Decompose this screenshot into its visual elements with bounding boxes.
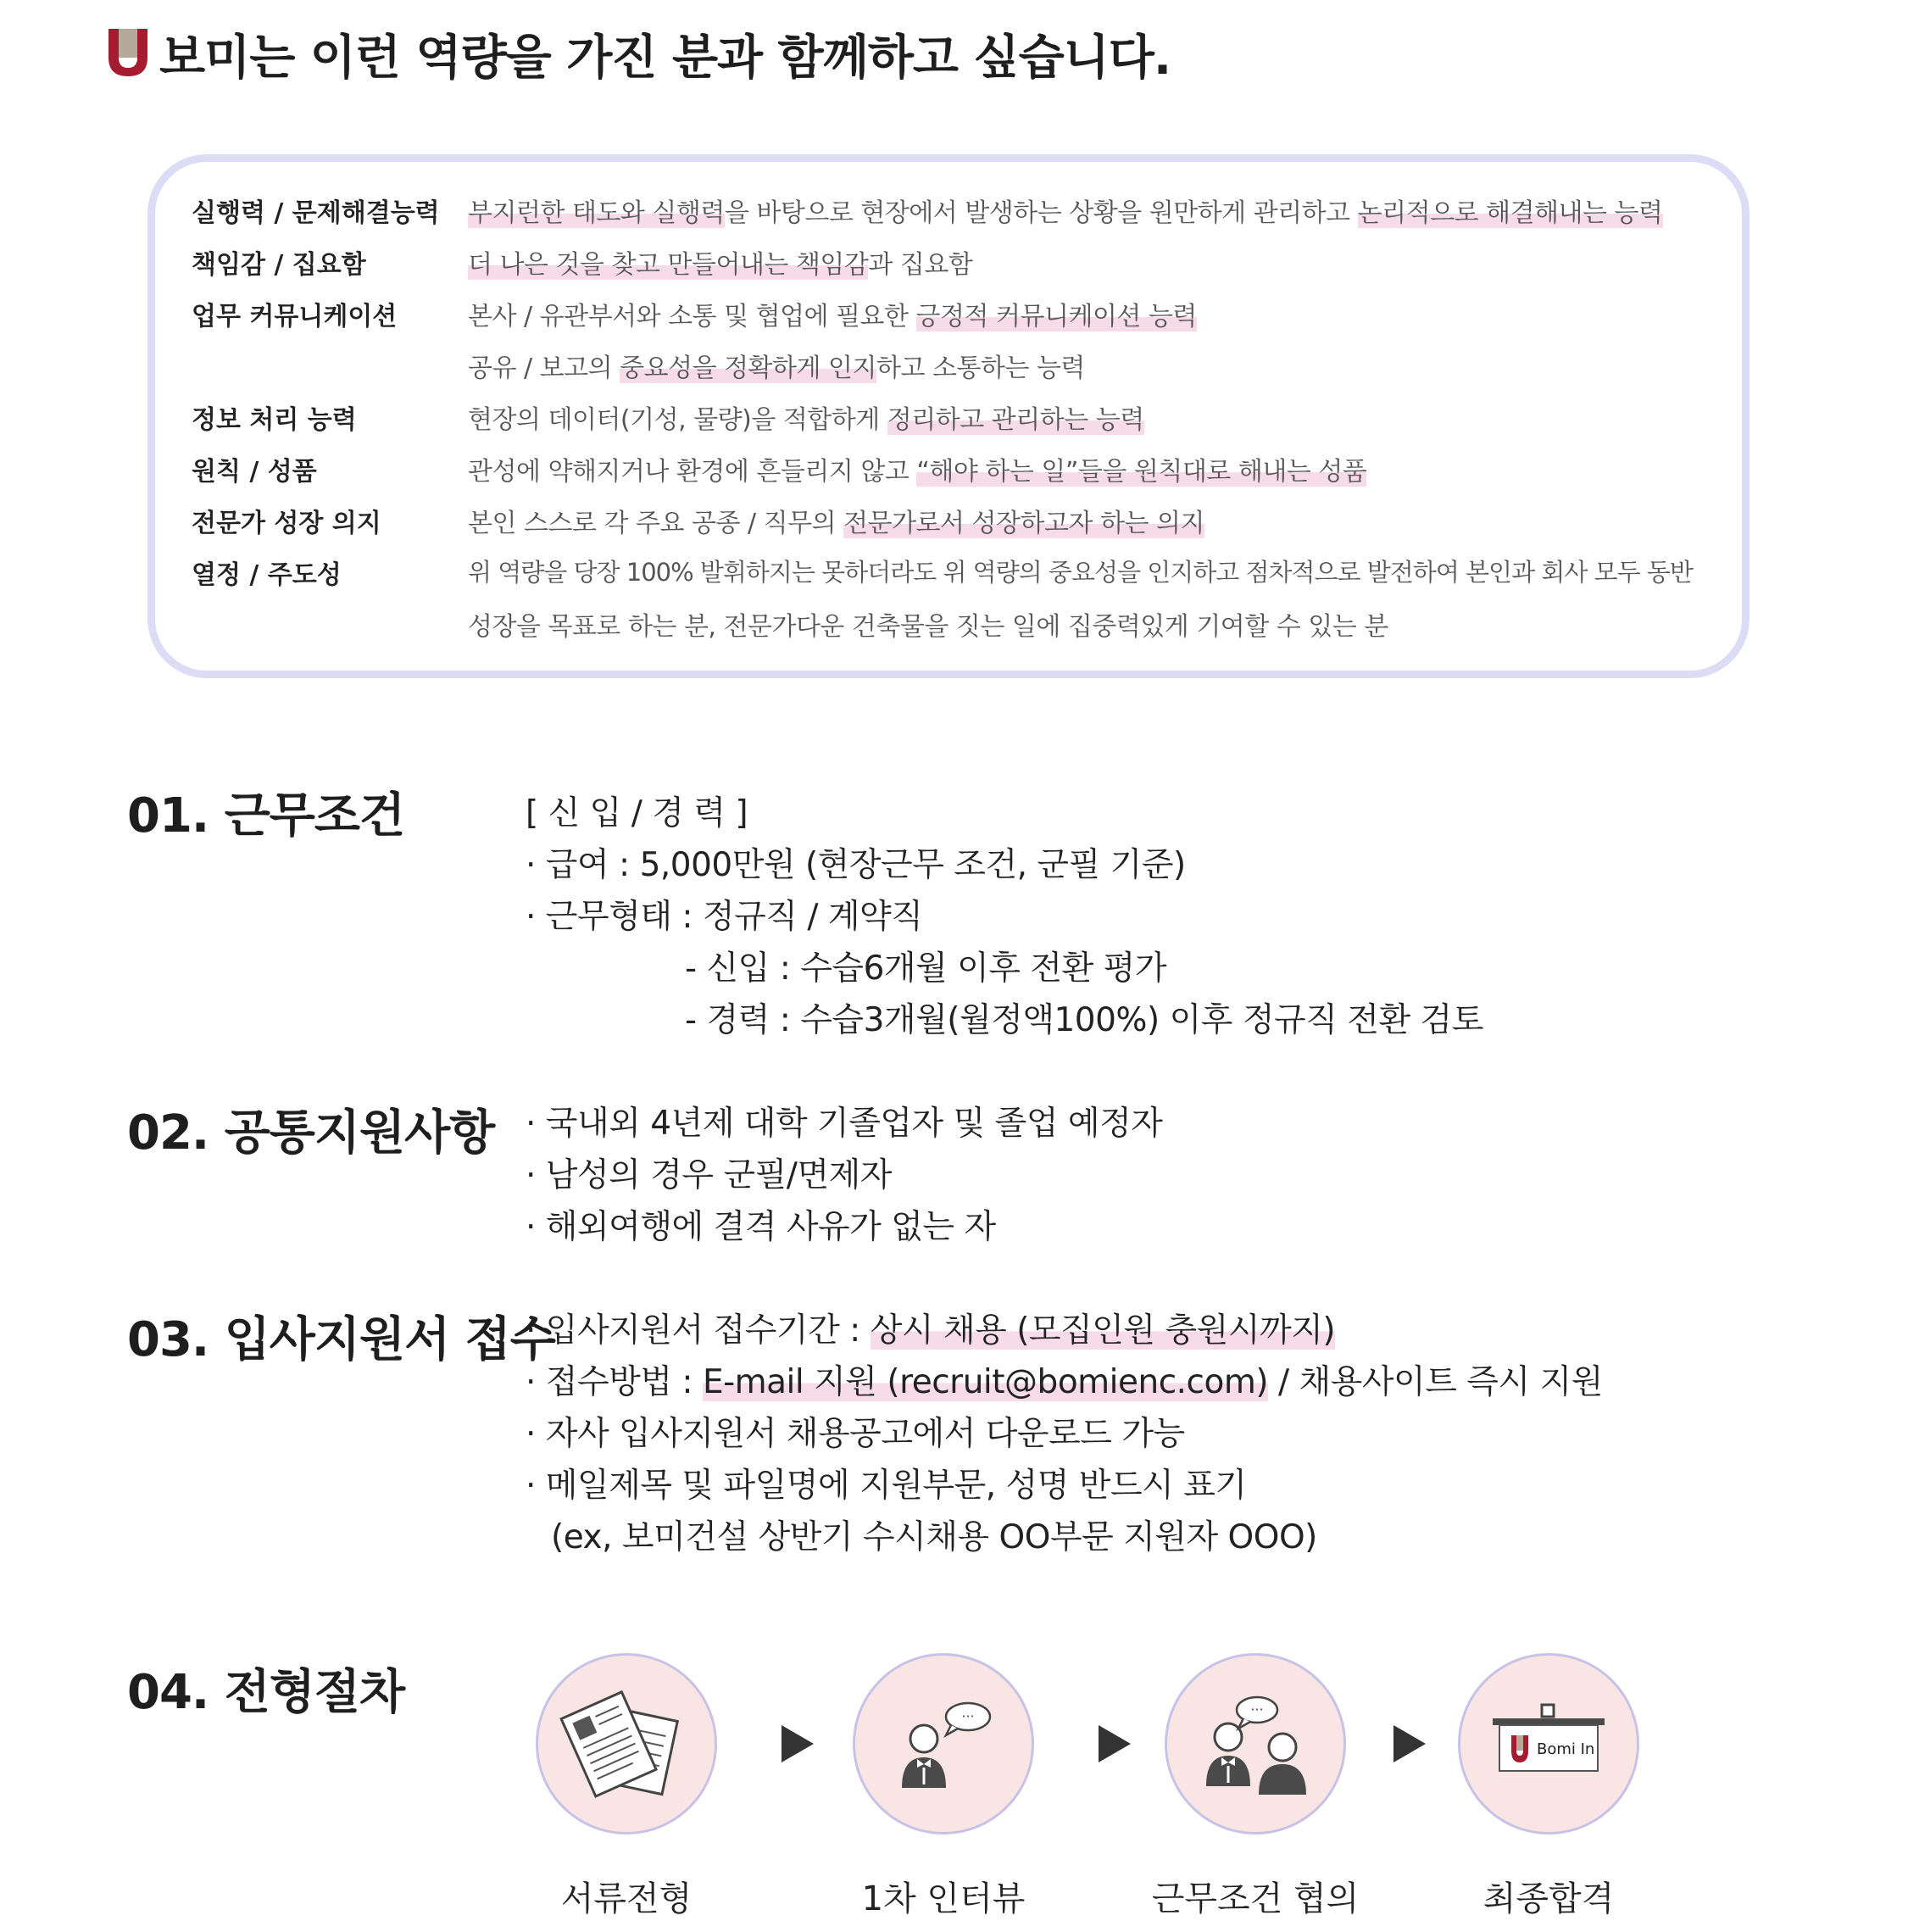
requirement-line: · 해외여행에 결격 사유가 없는 자: [526, 1208, 996, 1246]
step-label: 1차 인터뷰: [861, 1879, 1026, 1918]
application-line: (ex, 보미건설 상반기 수시채용 OO부문 지원자 OOO): [551, 1518, 1317, 1556]
application-method-line: · 접수방법 : E-mail 지원 (recruit@bomienc.com) / 채용사이트 즉시 지원: [526, 1363, 1603, 1401]
work-condition-line: - 경력 : 수습3개월(월정액100%) 이후 정규직 전환 검토: [685, 1001, 1483, 1039]
step-circle-negotiation: [1165, 1653, 1346, 1835]
application-line: · 자사 입사지원서 채용공고에서 다운로드 가능: [526, 1415, 1185, 1453]
step-circle-interview: [853, 1653, 1034, 1835]
email-link[interactable]: E-mail 지원 (recruit@bomienc.com): [702, 1363, 1269, 1401]
competency-label: 원칙 / 성품: [192, 457, 317, 487]
application-period-line: · 입사지원서 접수기간 : 상시 채용 (모집인원 충원시까지): [526, 1311, 1336, 1350]
competency-label: 전문가 성장 의지: [192, 509, 381, 538]
company-sign-icon: [1481, 1684, 1616, 1803]
step-circle-final: [1458, 1653, 1639, 1835]
step-label: 서류전형: [560, 1879, 693, 1918]
page-title: 보미는 이런 역량을 가진 분과 함께하고 싶습니다.: [159, 31, 1171, 86]
documents-icon: [559, 1684, 694, 1803]
work-condition-line: · 급여 : 5,000만원 (현장근무 조건, 군필 기준): [526, 846, 1186, 884]
work-condition-line: - 신입 : 수습6개월 이후 전환 평가: [685, 949, 1166, 988]
competency-label: 실행력 / 문제해결능력: [192, 198, 440, 228]
step-label: 근무조건 협의: [1151, 1879, 1360, 1918]
section-title-process: 04. 전형절차: [127, 1665, 405, 1720]
requirement-line: · 남성의 경우 군필/면제자: [526, 1156, 892, 1194]
arrow-right-icon: [1393, 1725, 1426, 1762]
svg-text:···: ···: [961, 1708, 975, 1724]
competency-desc: 더 나은 것을 찾고 만들어내는 책임감과 집요함: [468, 250, 973, 280]
interview-person-icon: [880, 1684, 1007, 1803]
competency-desc: 관성에 약해지거나 환경에 흔들리지 않고 “해야 하는 일”들을 원칙대로 해내는 성품: [468, 457, 1367, 487]
section-title-application: 03. 입사지원서 접수: [127, 1312, 555, 1367]
application-line: · 메일제목 및 파일명에 지원부문, 성명 반드시 표기: [526, 1467, 1247, 1505]
arrow-right-icon: [1099, 1725, 1131, 1762]
step-circle-document-review: [536, 1653, 717, 1835]
competency-desc: 공유 / 보고의 중요성을 정확하게 인지하고 소통하는 능력: [468, 354, 1085, 383]
section-title-work-conditions: 01. 근무조건: [127, 788, 405, 844]
section-title-common-requirements: 02. 공통지원사항: [127, 1105, 495, 1161]
competency-label: 열정 / 주도성: [192, 560, 342, 590]
svg-text:···: ···: [1250, 1701, 1264, 1718]
two-people-icon: [1188, 1684, 1323, 1803]
competency-label: 정보 처리 능력: [192, 405, 357, 435]
work-condition-line: · 근무형태 : 정규직 / 계약직: [526, 898, 923, 936]
competency-desc: 현장의 데이터(기성, 물량)을 적합하게 정리하고 관리하는 능력: [468, 405, 1144, 435]
competency-label: 책임감 / 집요함: [192, 250, 366, 280]
competency-desc: 위 역량을 당장 100% 발휘하지는 못하더라도 위 역량의 중요성을 인지하고 점차적으로 발전하여 본인과 회사 모두 동반: [468, 558, 1693, 587]
work-condition-line: [ 신 입 / 경 력 ]: [526, 794, 748, 832]
bomi-logo-icon: [105, 27, 151, 78]
competency-desc: 성장을 목표로 하는 분, 전문가다운 건축물을 짓는 일에 집중력있게 기여할 수 있는 분: [468, 612, 1388, 642]
competency-label: 업무 커뮤니케이션: [192, 302, 398, 331]
competency-desc: 부지런한 태도와 실행력을 바탕으로 현장에서 발생하는 상황을 원만하게 관리하고 논리적으로 해결해내는 능력: [468, 198, 1663, 228]
competency-desc: 본사 / 유관부서와 소통 및 협업에 필요한 긍정적 커뮤니케이션 능력: [468, 302, 1197, 331]
step-label: 최종합격: [1482, 1879, 1615, 1918]
competency-desc: 본인 스스로 각 주요 공종 / 직무의 전문가로서 성장하고자 하는 의지: [468, 509, 1204, 538]
svg-text:Bomi In: Bomi In: [1537, 1740, 1595, 1758]
arrow-right-icon: [782, 1725, 814, 1762]
requirement-line: · 국내외 4년제 대학 기졸업자 및 졸업 예정자: [526, 1105, 1163, 1143]
